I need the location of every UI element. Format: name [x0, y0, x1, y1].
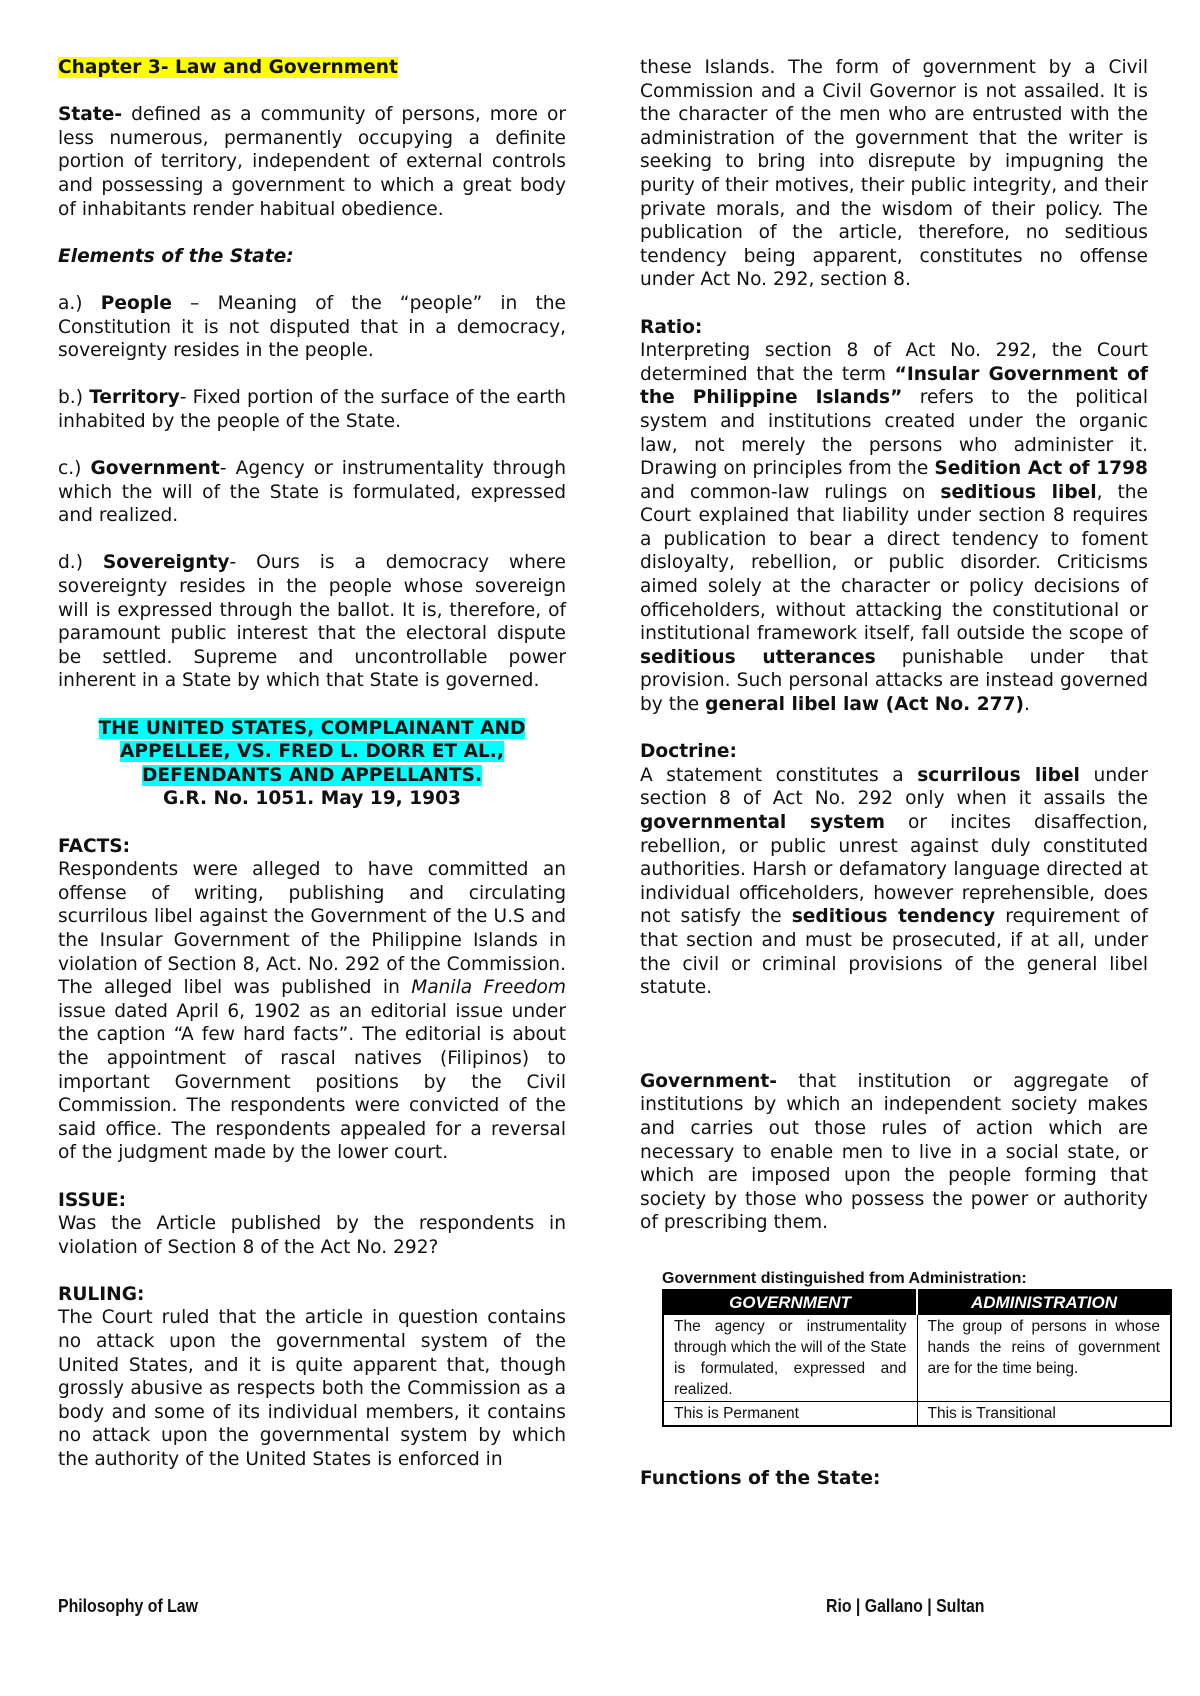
table-cell: This is Permanent: [663, 1401, 917, 1426]
issue-heading: ISSUE:: [58, 1189, 127, 1211]
element-territory: b.) Territory- Fixed portion of the surface of the earth inhabited by the people of the State.: [58, 387, 566, 432]
left-column: [58, 56, 566, 1472]
table-caption: Government distinguished from Administration:: [662, 1269, 1027, 1287]
table-cell: The agency or instrumentality through which the will of the State is formulated, expressed and realized.: [663, 1314, 917, 1401]
elements-heading: Elements of the State:: [58, 245, 294, 267]
ruling-heading: RULING:: [58, 1283, 145, 1305]
element-sovereignty: d.) Sovereignty- Ours is a democracy where sovereignty resides in the people whose sovereign will is expressed through the ballot. It is, therefore, of paramount public interest that the electoral dispute be settled. Supreme and uncontrollable power inherent in a State by which that State is governed.: [58, 552, 566, 692]
footer-left: Philosophy of Law: [58, 1596, 198, 1616]
issue-text: Was the Article published by the respondents in violation of Section 8 of the Act No. 292?: [58, 1213, 566, 1258]
right-column: [640, 56, 1160, 1491]
ruling-text: The Court ruled that the article in question contains no attack upon the governmental system of the United States, and it is quite apparent that, though grossly abusive as respects both the Commission as a body and some of its individual members, it contains no attack upon the governmental system by which the authority of the United States is enforced in: [58, 1307, 566, 1471]
chapter-title: Chapter 3- Law and Government: [58, 57, 398, 78]
government-definition: Government- that institution or aggregate of institutions by which an independent society makes and carries out those rules of action which are necessary to enable men to live in a social state, or which are imposed upon the people forming that society by those who possess the power or authority of prescribing them.: [640, 1070, 1148, 1234]
facts-heading: FACTS:: [58, 835, 131, 857]
element-people: a.) People – Meaning of the “people” in the Constitution it is not disputed that in a democracy, sovereignty resides in the people.: [58, 292, 566, 362]
state-definition: State- defined as a community of persons, more or less numerous, permanently occupying a definite portion of territory, independent of external controls and possessing a government to which a great body of inhabitants render habitual obedience.: [58, 104, 566, 220]
case-title: THE UNITED STATES, COMPLAINANT AND APPELLEE, VS. FRED L. DORR ET AL., DEFENDANTS AND APPELLANTS. G.R. No. 1051. May 19, 1903: [58, 717, 566, 811]
functions-heading: Functions of the State:: [640, 1467, 881, 1489]
government-vs-administration-table: [662, 1269, 1172, 1427]
doctrine-text: A statement constitutes a scurrilous libel under section 8 of Act No. 292 only when it assails the governmental system or incites disaffection, rebellion, or public unrest against duly constituted authorities. Harsh or defamatory language directed at individual officeholders, however reprehensible, does not satisfy the seditious tendency requirement of that section and must be prosecuted, if at all, under the civil or criminal provisions of the general libel statute.: [640, 764, 1148, 999]
element-government: c.) Government- Agency or instrumentality through which the will of the State is formulated, expressed and realized.: [58, 458, 566, 527]
table-cell: The group of persons in whose hands the reins of government are for the time being.: [917, 1314, 1171, 1401]
ratio-heading: Ratio:: [640, 316, 703, 338]
table-cell: This is Transitional: [917, 1401, 1171, 1426]
table-row: [663, 1314, 1171, 1401]
footer-right: Rio | Gallano | Sultan: [826, 1596, 985, 1616]
ratio-text: Interpreting section 8 of Act No. 292, the Court determined that the term “Insular Government of the Philippine Islands” refers to the political system and institutions created under the organic law, not merely the persons who administer it. Drawing on principles from the Sedition Act of 1798 and common-law rulings on seditious libel, the Court explained that liability under section 8 requires a publication to bear a direct tendency to foment disloyalty, rebellion, or public disorder. Criticisms aimed solely at the character or policy decisions of officeholders, without attacking the constitutional or institutional framework itself, fall outside the scope of seditious utterances punishable under that provision. Such personal attacks are instead governed by the general libel law (Act No. 277).: [640, 340, 1149, 716]
comparison-table: [662, 1289, 1172, 1427]
doctrine-heading: Doctrine:: [640, 741, 737, 763]
case-gr-number: G.R. No. 1051. May 19, 1903: [163, 788, 461, 810]
facts-text: Respondents were alleged to have committed an offense of writing, publishing and circulating scurrilous libel against the Government of the U.S and the Insular Government of the Philippine Islands in violation of Section 8, Act. No. 292 of the Commission. The alleged libel was published in Manila Freedom issue dated April 6, 1902 as an editorial issue under the caption “A few hard facts”. The editorial is about the appointment of rascal natives (Filipinos) to important Government positions by the Civil Commission. The respondents were convicted of the said office. The respondents appealed for a reversal of the judgment made by the lower court.: [58, 859, 566, 1164]
header-administration: ADMINISTRATION: [917, 1290, 1171, 1315]
ruling-continuation: these Islands. The form of government by a Civil Commission and a Civil Governor is not assailed. It is the character of the men who are entrusted with the administration of the government that the writer is seeking to bring into disrepute by impugning the purity of their motives, their public integrity, and their private morals, and the wisdom of their policy. The publication of the article, therefore, no seditious tendency being apparent, constitutes no offense under Act No. 292, section 8.: [640, 57, 1148, 291]
table-row: [663, 1401, 1171, 1426]
header-government: GOVERNMENT: [663, 1290, 917, 1315]
